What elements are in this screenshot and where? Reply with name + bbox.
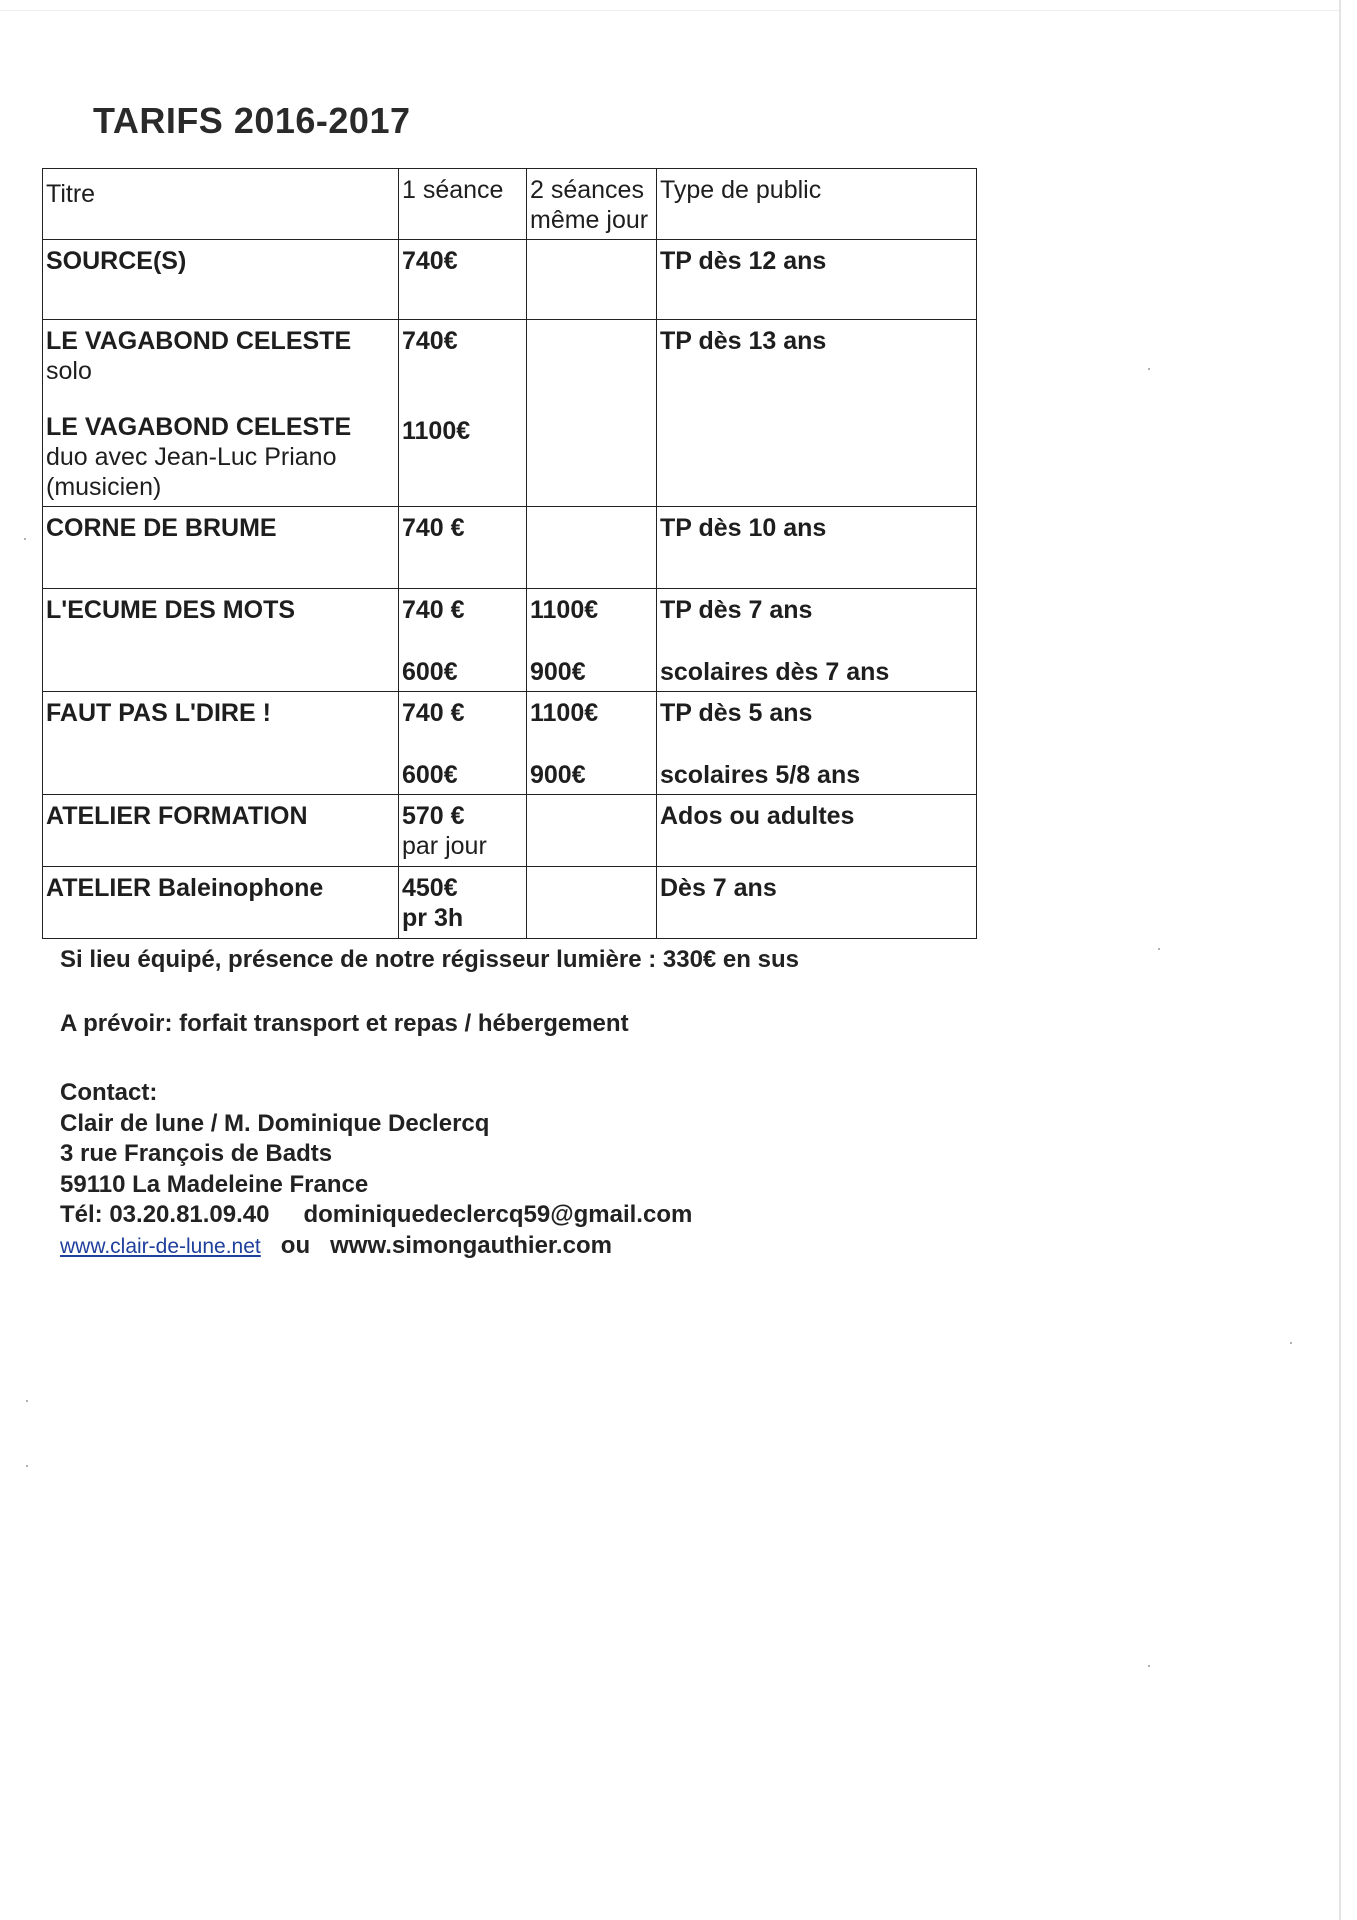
cell-titre: CORNE DE BRUME (43, 507, 399, 589)
table-row (43, 320, 977, 507)
table-row (43, 507, 977, 589)
cell-titre (43, 320, 399, 507)
contact-email[interactable]: dominiquedeclercq59@gmail.com (303, 1201, 693, 1228)
cell-gap (660, 728, 973, 760)
cell-public (657, 692, 977, 795)
site-link-simongauthier[interactable]: www.simongauthier.com (330, 1231, 612, 1259)
cell-price: 740 € (402, 699, 465, 727)
scan-page-edge (1339, 0, 1341, 1920)
scan-speck (1148, 1665, 1150, 1667)
table-row (43, 867, 977, 939)
scan-speck (1158, 948, 1160, 950)
table-header-row (43, 169, 977, 240)
contact-ou: ou (280, 1231, 311, 1259)
cell-public-line: TP dès 5 ans (660, 699, 813, 727)
contact-name: Clair de lune / M. Dominique Declercq (60, 1109, 490, 1137)
cell-gap (46, 386, 395, 412)
cell-gap (530, 728, 653, 760)
cell-gap (402, 728, 523, 760)
table-row (43, 795, 977, 867)
cell-titre-line: LE VAGABOND CELESTE (46, 413, 352, 441)
cell-seance1: 740 € (399, 507, 527, 589)
cell-public: TP dès 12 ans (657, 240, 977, 320)
cell-seance1 (399, 795, 527, 867)
contact-block (60, 1078, 692, 1262)
cell-titre-line: LE VAGABOND CELESTE (46, 327, 352, 355)
header-seance1: 1 séance (399, 169, 527, 240)
cell-titre: ATELIER Baleinophone (43, 867, 399, 939)
note-regisseur: Si lieu équipé, présence de notre régisseur lumière : 330€ en sus (60, 946, 799, 973)
cell-gap (402, 356, 523, 416)
page-title: TARIFS 2016-2017 (93, 100, 411, 141)
cell-price-unit: pr 3h (402, 904, 464, 932)
scan-speck (26, 1400, 28, 1402)
cell-titre-line: duo avec Jean-Luc Priano (46, 443, 337, 471)
cell-titre: SOURCE(S) (43, 240, 399, 320)
header-titre: Titre (43, 169, 399, 240)
cell-seance1: 740€ (399, 240, 527, 320)
cell-public: Dès 7 ans (657, 867, 977, 939)
cell-seance2 (527, 589, 657, 692)
cell-price: 570 € (402, 802, 465, 830)
scan-speck (1290, 1342, 1292, 1344)
contact-tel-row (60, 1200, 692, 1231)
cell-seance2 (527, 795, 657, 867)
scan-top-edge (0, 10, 1340, 11)
cell-titre: ATELIER FORMATION (43, 795, 399, 867)
cell-public: Ados ou adultes (657, 795, 977, 867)
cell-seance2 (527, 320, 657, 507)
cell-gap (660, 625, 973, 657)
cell-titre: FAUT PAS L'DIRE ! (43, 692, 399, 795)
note-prevoir: A prévoir: forfait transport et repas / hébergement (60, 1010, 629, 1037)
cell-price: 450€ (402, 874, 458, 902)
contact-city: 59110 La Madeleine France (60, 1170, 369, 1198)
cell-public-line: scolaires dès 7 ans (660, 658, 890, 686)
cell-seance1 (399, 589, 527, 692)
cell-seance1 (399, 320, 527, 507)
contact-sites-row (60, 1231, 692, 1263)
site-link-clair-de-lune[interactable]: www.clair-de-lune.net (60, 1234, 261, 1258)
scan-speck (1148, 368, 1150, 370)
cell-gap (530, 625, 653, 657)
cell-price: 600€ (402, 761, 458, 789)
cell-public-line: scolaires 5/8 ans (660, 761, 861, 789)
cell-seance2 (527, 692, 657, 795)
cell-seance1 (399, 692, 527, 795)
cell-public-line: TP dès 7 ans (660, 596, 813, 624)
cell-price-unit: par jour (402, 832, 487, 860)
cell-price: 740 € (402, 596, 465, 624)
cell-titre-line: (musicien) (46, 473, 162, 501)
cell-public (657, 589, 977, 692)
cell-seance2 (527, 867, 657, 939)
contact-tel: Tél: 03.20.81.09.40 (60, 1201, 270, 1228)
cell-seance2 (527, 507, 657, 589)
cell-price: 600€ (402, 658, 458, 686)
cell-price: 740€ (402, 327, 458, 355)
cell-price: 900€ (530, 658, 586, 686)
cell-price: 900€ (530, 761, 586, 789)
cell-price: 1100€ (530, 596, 599, 624)
cell-seance1 (399, 867, 527, 939)
cell-seance2 (527, 240, 657, 320)
header-public: Type de public (657, 169, 977, 240)
tariff-table (42, 168, 977, 939)
cell-titre: L'ECUME DES MOTS (43, 589, 399, 692)
contact-street: 3 rue François de Badts (60, 1140, 333, 1167)
header-seance2: 2 séances même jour (527, 169, 657, 240)
cell-price: 1100€ (402, 417, 471, 445)
table-row (43, 240, 977, 320)
scan-speck (24, 538, 26, 540)
cell-public: TP dès 13 ans (657, 320, 977, 507)
cell-gap (402, 625, 523, 657)
cell-public: TP dès 10 ans (657, 507, 977, 589)
scan-speck (26, 1465, 28, 1467)
cell-titre-line: solo (46, 357, 92, 385)
cell-price: 1100€ (530, 699, 599, 727)
table-row (43, 589, 977, 692)
table-row (43, 692, 977, 795)
contact-label: Contact: (60, 1079, 158, 1106)
